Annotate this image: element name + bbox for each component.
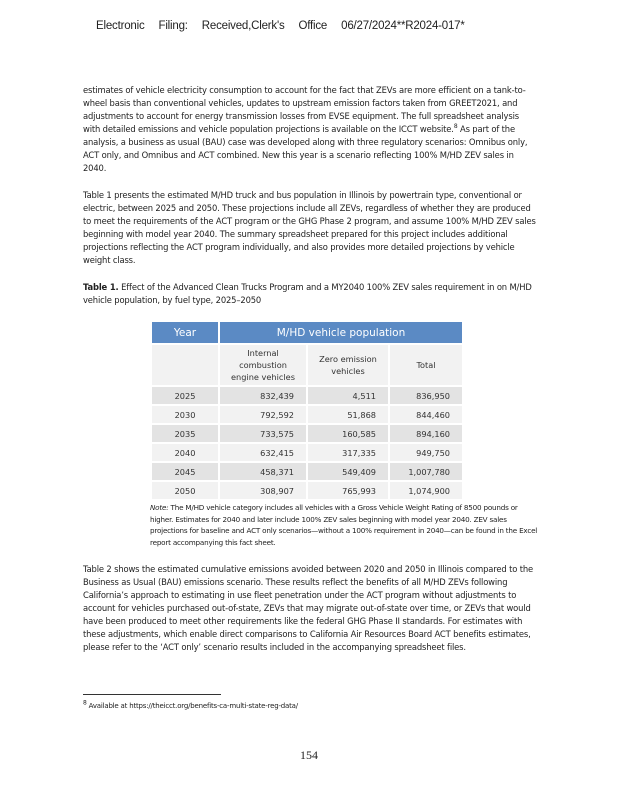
cell-year: 2025: [152, 387, 218, 404]
stamp-part: Filing:: [158, 20, 188, 32]
footnote-divider: [83, 694, 221, 695]
table-row: [152, 444, 462, 461]
cell-total: 1,074,900: [390, 482, 462, 499]
table1-caption-text: Effect of the Advanced Clean Trucks Program and a MY2040 100% ZEV sales requirement in on M/HD vehicle population, by fuel type, 2025–2050: [83, 282, 532, 305]
cell-ice: 632,415: [220, 444, 306, 461]
footnote-text: Available at https://theicct.org/benefits-ca-multi-state-reg-data/: [86, 702, 298, 710]
table1-caption: [83, 281, 538, 307]
stamp-part: Received,Clerk's: [201, 20, 285, 32]
cell-zev: 51,868: [308, 406, 388, 423]
page-number: 154: [300, 748, 318, 762]
footnote-reference: 8: [453, 123, 458, 131]
stamp-part: Electronic: [96, 20, 145, 32]
cell-year: 2050: [152, 482, 218, 499]
paragraph-table2-intro: Table 2 shows the estimated cumulative emissions avoided between 2020 and 2050 in Illinois compared to the Business as Usual (BAU) emissions scenario. These results reflect the benefits of all M/HD ZEVs following California’s approach to estimating in use fleet penetration under the ACT program without adjustments to account for vehicles purchased out-of-state, ZEVs that may migrate out-of-state over time, or ZEVs that would have been produced to meet other requirements like the federal GHG Phase II standards. For estimates with these adjustments, which enable direct comparisons to California Air Resources Board ACT benefits estimates, please refer to the ‘ACT only’ scenario results included in the accompanying spreadsheet files.: [83, 564, 533, 652]
cell-year: 2045: [152, 463, 218, 480]
note-text: The M/HD vehicle category includes all vehicles with a Gross Vehicle Weight Rating of 8500 pounds or higher. Estimates for 2040 and later include 100% ZEV sales beginning with model year 2040. ZEV sales projections for baseline and ACT only scenarios—without a 100% requirement in 2040—can be found in the Excel report accompanying this fact sheet.: [150, 503, 538, 547]
subheader-total: Total: [390, 345, 462, 385]
cell-year: 2030: [152, 406, 218, 423]
cell-year: 2035: [152, 425, 218, 442]
table-row: [152, 482, 462, 499]
header-population: M/HD vehicle population: [220, 322, 462, 343]
table-row: [152, 406, 462, 423]
footnote-number: 8: [83, 699, 87, 707]
table1-caption-label: Table 1.: [83, 282, 119, 292]
cell-year: 2040: [152, 444, 218, 461]
note-label: Note:: [150, 503, 169, 512]
table-row: [152, 425, 462, 442]
footnote: [83, 699, 298, 710]
table-row: [152, 463, 462, 480]
cell-ice: 458,371: [220, 463, 306, 480]
cell-zev: 317,335: [308, 444, 388, 461]
table1-note: [150, 502, 540, 548]
paragraph-table1-intro: Table 1 presents the estimated M/HD truck and bus population in Illinois by powertrain type, conventional or electric, between 2025 and 2050. These projections include all ZEVs, regardless of whether they are produced to meet the requirements of the ACT program or the GHG Phase 2 program, and assume 100% M/HD ZEV sales beginning with model year 2040. The summary spreadsheet prepared for this project includes additional projections reflecting the ACT program individually, and also provides more detailed projections by vehicle weight class.: [83, 190, 536, 265]
cell-zev: 549,409: [308, 463, 388, 480]
cell-ice: 832,439: [220, 387, 306, 404]
cell-zev: 4,511: [308, 387, 388, 404]
table1: [152, 320, 464, 501]
subheader-empty: [152, 345, 218, 385]
header-year: Year: [152, 322, 218, 343]
cell-total: 1,007,780: [390, 463, 462, 480]
cell-total: 894,160: [390, 425, 462, 442]
table-row: [152, 387, 462, 404]
subheader-zev: Zero emission vehicles: [308, 345, 388, 385]
cell-ice: 308,907: [220, 482, 306, 499]
cell-ice: 733,575: [220, 425, 306, 442]
stamp-part: 06/27/2024**R2024-017*: [341, 20, 465, 32]
filing-stamp-header: [96, 20, 479, 32]
cell-zev: 765,993: [308, 482, 388, 499]
cell-total: 836,950: [390, 387, 462, 404]
cell-total: 844,460: [390, 406, 462, 423]
paragraph-methodology: estimates of vehicle electricity consumption to account for the fact that ZEVs are more efficient on a tank-to-wheel basis than conventional vehicles, updates to upstream emission factors taken from GREET2021, and adjustments to account for energy transmission losses from EVSE equipment. The full spreadsheet analysis with detailed emissions and vehicle population projections is available on the ICCT website.$^8$ As part of the analysis, a business as usual (BAU) case was developed along with three regulatory scenarios: Omnibus only, ACT only, and Omnibus and ACT combined. New this year is a scenario reflecting 100% M/HD ZEV sales in 2040.: [83, 85, 528, 173]
subheader-ice: Internal combustion engine vehicles: [220, 345, 306, 385]
cell-zev: 160,585: [308, 425, 388, 442]
stamp-part: Office: [298, 20, 328, 32]
cell-total: 949,750: [390, 444, 462, 461]
cell-ice: 792,592: [220, 406, 306, 423]
